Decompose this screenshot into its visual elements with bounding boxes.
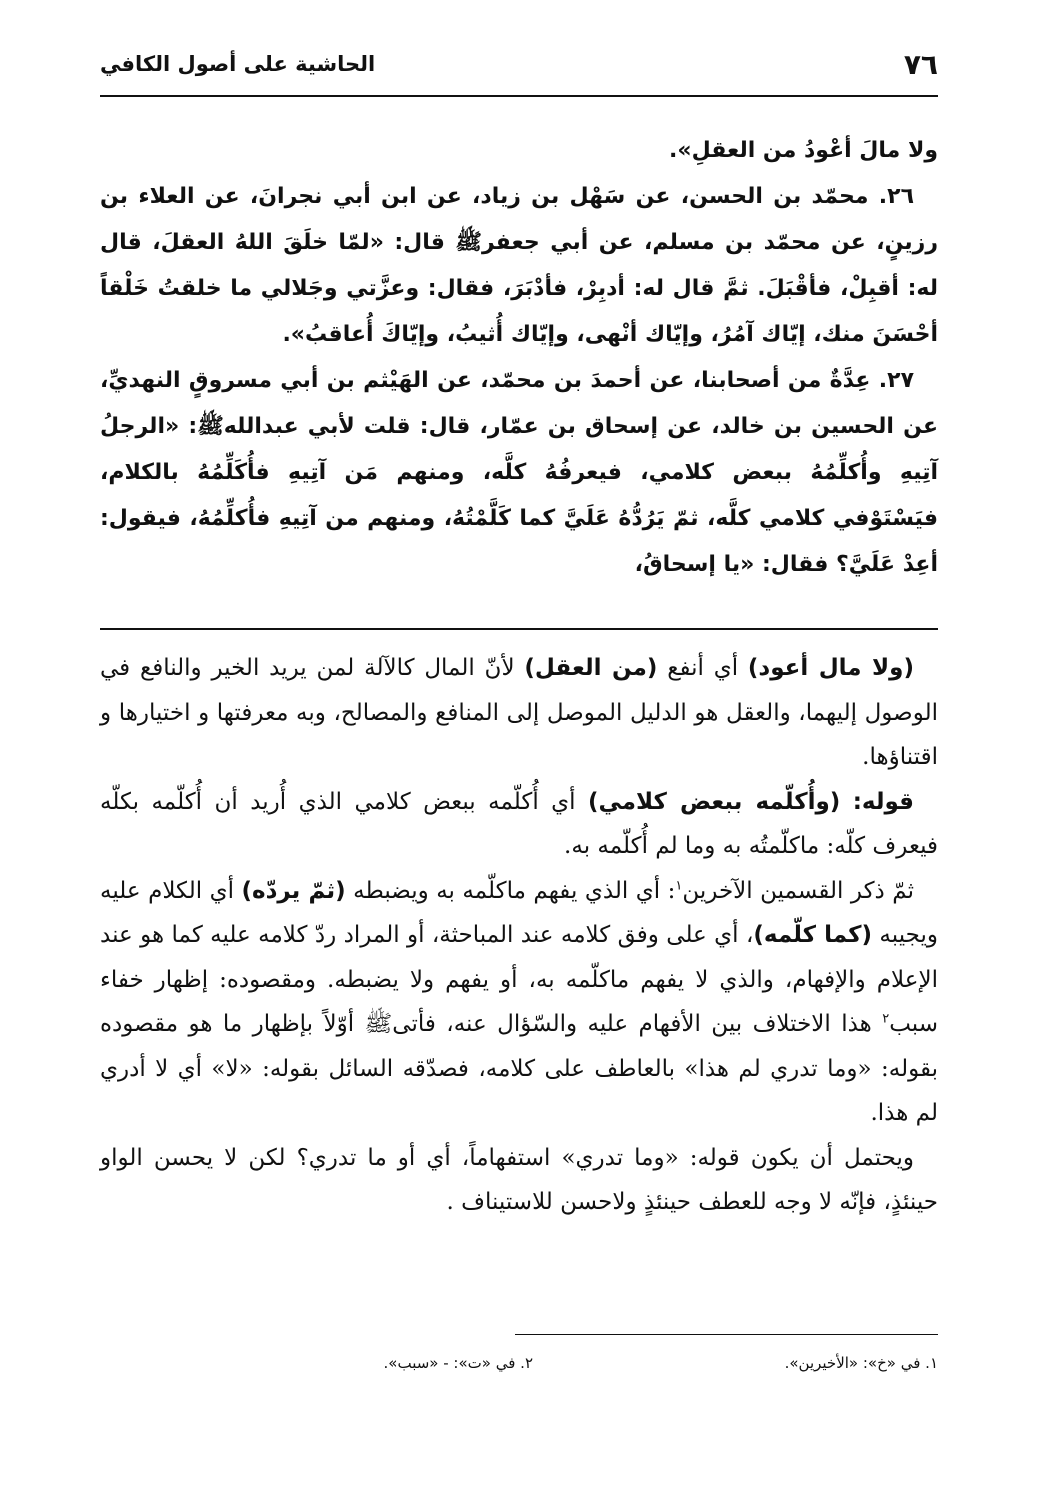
bold-lemma: (من العقل) [524,655,658,681]
commentary-text [100,646,938,1225]
hadith-paragraph: ٢٦. محمّد بن الحسن، عن سَهْل بن زياد، عن ابن أبي نجرانَ، عن العلاء بن رزينٍ، عن محمّد بن مسلم، عن أبي جعفرﷺ قال: «لمّا خلَقَ اللهُ العقلَ، قال له: أقبِلْ، فأقْبَلَ. ثمَّ قال له: أدبِرْ، فأدْبَرَ، فقال: وعزَّتي وجَلالي ما خلقتُ خَلْقاً أحْسَنَ منك، إيّاك آمُرُ، وإيّاك أنْهى، وإيّاك أُثيبُ، وإيّاكَ أُعاقبُ». [100,184,938,347]
footnotes [100,1354,938,1384]
footnote-marker[interactable]: ٢ [882,1011,890,1027]
commentary-span: : أي الذي يفهم ماكلّمه به ويضبطه [345,877,676,904]
hadith-paragraph: ولا مالَ أعْودُ من العقلِ». [669,138,938,163]
footnote-2: ٢. في «ت»: - «سبب». [383,1354,533,1372]
page-number: ٧٦ [903,48,938,81]
footnote-1: ١. في «خ»: «الأخيرين». [784,1354,938,1372]
commentary-span [840,789,852,815]
commentary-span: ثمّ ذكر القسمين الآخرين [682,877,914,904]
bold-lemma: (ولا مال أعود) [747,655,914,681]
commentary-span: أي أنفع [657,655,748,681]
commentary-divider [100,628,938,630]
commentary-span: أي أُكلّمه ببعض كلامي الذي أُريد أن أُكلّمه بكلّه فيعرف كلّه: ماكلّمتُه به وما لم أُكلّمه به. [100,788,938,859]
header-divider [100,95,938,97]
commentary-paragraph [100,780,938,869]
commentary-span: أي الكلام عليه ويجيبه [100,877,938,948]
footnote-marker[interactable]: ١ [675,877,683,893]
commentary-paragraph: ويحتمل أن يكون قوله: «وما تدري» استفهاماً، أي أو ما تدري؟ لكن لا يحسن الواو حينئذٍ، فإنّه لا وجه للعطف حينئذٍ ولاحسن للاستيناف . [100,1144,938,1215]
footnote-divider [515,1334,938,1335]
commentary-paragraph [100,646,938,780]
page-header [100,38,938,88]
bold-lemma: قوله: [852,788,914,815]
bold-lemma: (ثمّ يردّه) [241,877,346,904]
running-title: الحاشية على أصول الكافي [100,52,376,76]
bold-lemma: (كما كلّمه) [753,922,873,948]
hadith-text [100,128,938,588]
commentary-span: هذا الاختلاف بين الأفهام عليه والسّؤال عنه، فأتىﷺ أوّلاً بإظهار ما هو مقصوده بقوله: «وما تدري لم هذا» بالعاطف على كلامه، فصدّقه السائل بقوله: «لا» أي لا أدري لم هذا. [100,1011,938,1126]
commentary-span: لأنّ المال كالآلة لمن يريد الخير والنافع في الوصول إليهما، والعقل هو الدليل الموصل إلى المنافع والمصالح، وبه معرفتها و اختيارها و اقتناؤها. [100,655,938,770]
hadith-paragraph: ٢٧. عِدَّةٌ من أصحابنا، عن أحمدَ بن محمّد، عن الهَيْثم بن أبي مسروقٍ النهديِّ، عن الحسين بن خالد، عن إسحاق بن عمّار، قال: قلت لأبي عبداللهﷺ: «الرجلُ آتِيهِ وأُكلِّمُهُ ببعض كلامي، فيعرفُهُ كلَّه، ومنهم مَن آتِيهِ فأُكَلِّمُهُ بالكلام، فيَسْتَوْفي كلامي كلَّه، ثمّ يَرُدُّهُ عَلَيَّ كما كَلَّمْتُهُ، ومنهم من آتِيهِ فأُكلِّمُهُ، فيقول: أعِدْ عَلَيَّ؟ فقال: «يا إسحاقُ، [100,368,938,577]
bold-lemma: (وأُكلّمه ببعض كلامي) [587,788,841,815]
commentary-paragraph [100,869,938,1136]
commentary-span: ، أي على وفق كلامه عند المباحثة، أو المراد ردّ كلامه عليه كما هو عند الإعلام والإفهام، والذي لا يفهم ماكلّمه به، أو يفهم ولا يضبطه. ومقصوده: إظهار خفاء سبب [100,922,938,1037]
